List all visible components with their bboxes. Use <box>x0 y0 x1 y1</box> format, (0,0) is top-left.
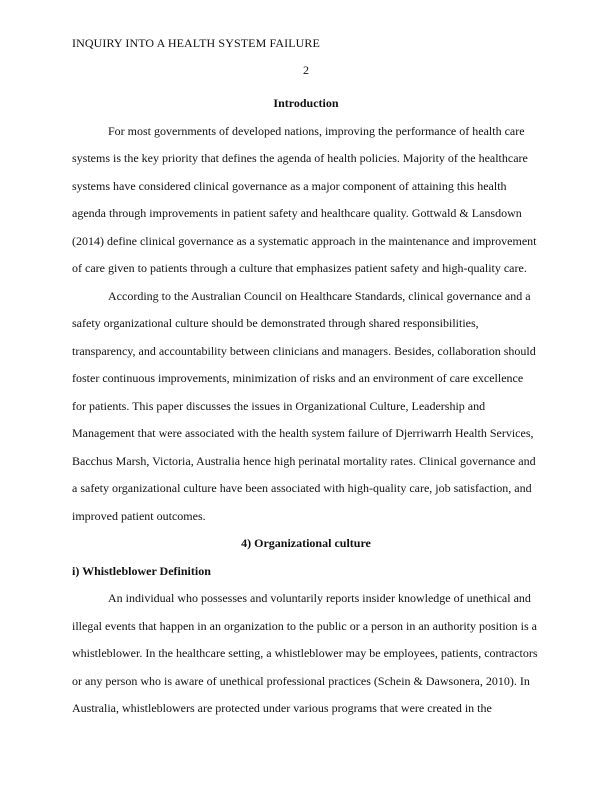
running-head: INQUIRY INTO A HEALTH SYSTEM FAILURE <box>72 36 320 50</box>
introduction-heading: Introduction <box>273 96 339 110</box>
body-text <box>72 90 540 723</box>
whistleblower-definition-heading: i) Whistleblower Definition <box>72 563 211 578</box>
introduction-paragraph-1: For most governments of developed nations, improving the performance of health care systems is the key priority that defines the agenda of health policies. Majority of the healthcare systems have considered clinical governance as a major component of attaining this health agenda through improvements in patient safety and healthcare quality. Gottwald & Lansdown (2014) define clinical governance as a systematic approach in the maintenance and improvement of care given to patients through a culture that emphasizes patient safety and high-quality care. <box>72 123 537 275</box>
page-number: 2 <box>303 63 309 77</box>
whistleblower-paragraph: An individual who possesses and voluntarily reports insider knowledge of unethical and illegal events that happen in an organization to the public or a person in an authority position is a whistleblower. In the healthcare setting, a whistleblower may be employees, patients, contractors or any person who is aware of unethical professional practices (Schein & Dawsonera, 2010). In Australia, whistleblowers are protected under various programs that were created in the <box>72 591 538 715</box>
introduction-paragraph-2: According to the Australian Council on Healthcare Standards, clinical governance and a safety organizational culture should be demonstrated through shared responsibilities, transparency, and accountability between clinicians and managers. Besides, collaboration should foster continuous improvements, minimization of risks and an environment of care excellence for patients. This paper discusses the issues in Organizational Culture, Leadership and Management that were associated with the health system failure of Djerriwarrh Health Services, Bacchus Marsh, Victoria, Australia hence high perinatal mortality rates. Clinical governance and a safety organizational culture have been associated with high-quality care, job satisfaction, and improved patient outcomes. <box>72 288 536 523</box>
organizational-culture-heading: 4) Organizational culture <box>241 536 371 550</box>
